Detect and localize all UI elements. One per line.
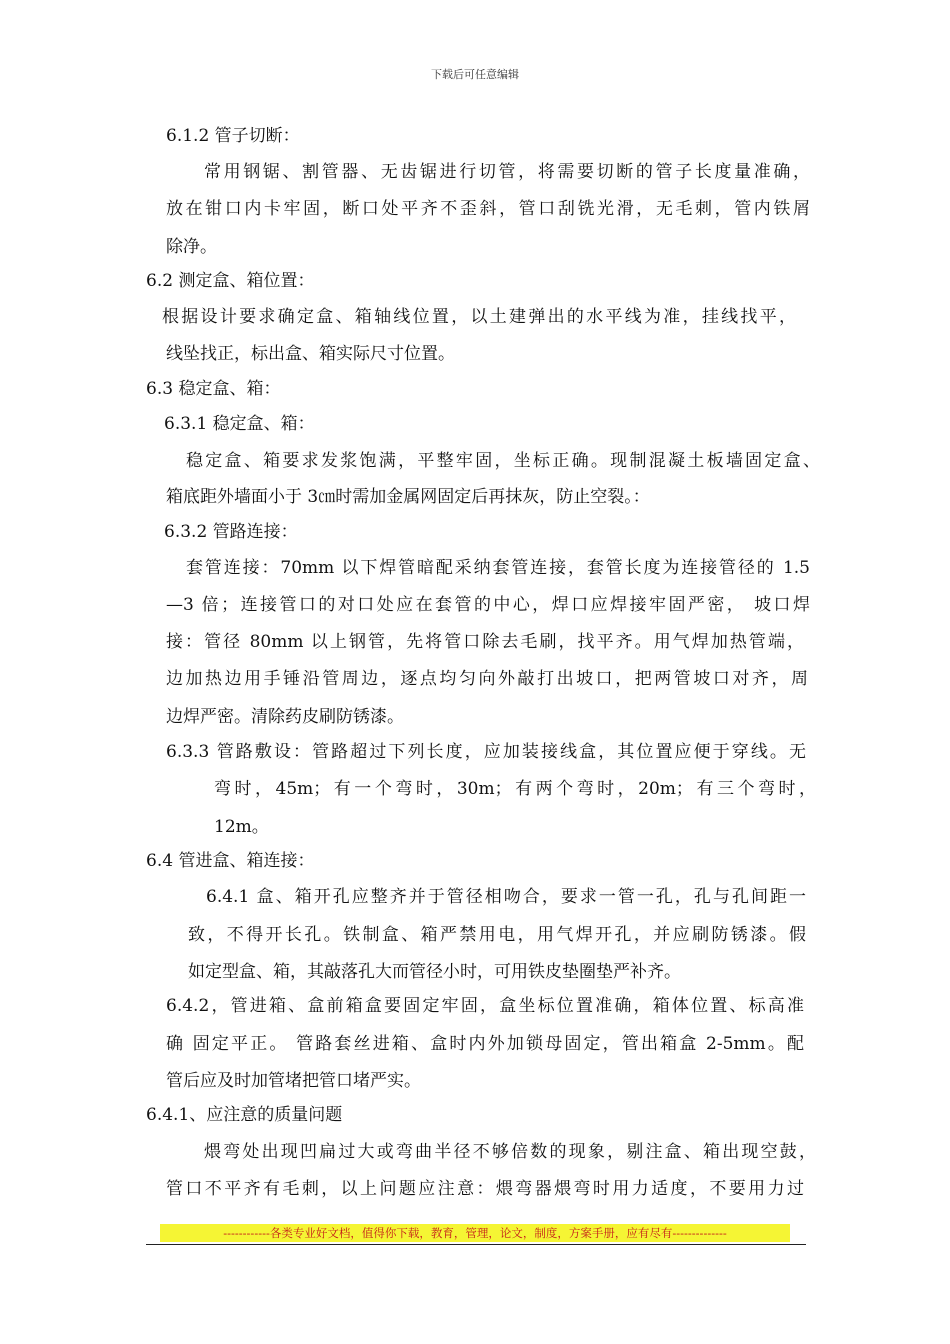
paragraph-line: 边焊严密。清除药皮刷防锈漆。	[166, 707, 404, 727]
paragraph-line: 套管连接：70mm 以下焊管暗配采纳套管连接，套管长度为连接管径的 1.5	[186, 558, 810, 578]
paragraph-line: 弯时，45m；有一个弯时，30m；有两个弯时，20m；有三个弯时，	[214, 779, 816, 799]
paragraph-line: 管口不平齐有毛刺，以上问题应注意：煨弯器煨弯时用力适度，不要用力过	[166, 1179, 804, 1199]
paragraph-line: 致，不得开长孔。铁制盒、箱严禁用电，用气焊开孔，并应刷防锈漆。假	[188, 925, 806, 945]
paragraph-line: 6.3.3 管路敷设：管路超过下列长度，应加装接线盒，其位置应便于穿线。无	[166, 742, 806, 762]
paragraph-line: 12m。	[214, 817, 269, 837]
heading-6-3: 6.3 稳定盒、箱：	[146, 379, 281, 399]
heading-6-4-1-quality: 6.4.1、应注意的质量问题	[146, 1105, 343, 1125]
heading-6-3-1: 6.3.1 稳定盒、箱：	[164, 414, 315, 434]
paragraph-line: 常用钢锯、割管器、无齿锯进行切管，将需要切断的管子长度量准确，	[204, 162, 810, 182]
paragraph-line: 稳定盒、箱要求发浆饱满，平整牢固，坐标正确。现制混凝土板墙固定盒、	[186, 451, 820, 471]
paragraph-line: 除净。	[166, 237, 217, 257]
paragraph-line: 如定型盒、箱，其敲落孔大而管径小时，可用铁皮垫圈垫严补齐。	[188, 962, 681, 982]
header-note: 下载后可任意编辑	[431, 68, 519, 81]
heading-6-3-2: 6.3.2 管路连接：	[164, 522, 298, 542]
paragraph-line: 线坠找正，标出盒、箱实际尺寸位置。	[166, 344, 455, 364]
paragraph-line: 箱底距外墙面小于 3㎝时需加金属网固定后再抹灰，防止空裂。：	[166, 487, 650, 507]
footer-banner: ------------各类专业好文档，值得你下载，教育，管理，论文，制度，方案手册，应有尽有--------------	[160, 1224, 790, 1242]
paragraph-line: 煨弯处出现凹扁过大或弯曲半径不够倍数的现象，剔注盒、箱出现空鼓，	[204, 1142, 816, 1162]
heading-6-4: 6.4 管进盒、箱连接：	[146, 851, 315, 871]
paragraph-line: 确 固定平正。 管路套丝进箱、盒时内外加锁母固定，管出箱盒 2-5mm。配	[166, 1034, 804, 1054]
paragraph-line: 管后应及时加管堵把管口堵严实。	[166, 1071, 421, 1091]
paragraph-line: 边加热边用手锤沿管周边，逐点均匀向外敲打出坡口，把两管坡口对齐，周	[166, 669, 808, 689]
paragraph-line: 放在钳口内卡牢固，断口处平齐不歪斜，管口刮铣光滑，无毛刺，管内铁屑	[166, 199, 810, 219]
paragraph-line: 接：管径 80mm 以上钢管，先将管口除去毛刷，找平齐。用气焊加热管端，	[166, 632, 804, 652]
paragraph-line: 根据设计要求确定盒、箱轴线位置，以土建弹出的水平线为准，挂线找平，	[162, 307, 796, 327]
paragraph-line: 6.4.2，管进箱、盒前箱盒要固定牢固，盒坐标位置准确，箱体位置、标高准	[166, 996, 804, 1016]
paragraph-line: —3 倍；连接管口的对口处应在套管的中心，焊口应焊接牢固严密， 坡口焊	[166, 595, 810, 615]
heading-6-1-2: 6.1.2 管子切断：	[166, 126, 300, 146]
heading-6-2: 6.2 测定盒、箱位置：	[146, 271, 315, 291]
paragraph-line: 6.4.1 盒、箱开孔应整齐并于管径相吻合，要求一管一孔，孔与孔间距一	[206, 887, 806, 907]
footer-rule	[146, 1244, 806, 1245]
